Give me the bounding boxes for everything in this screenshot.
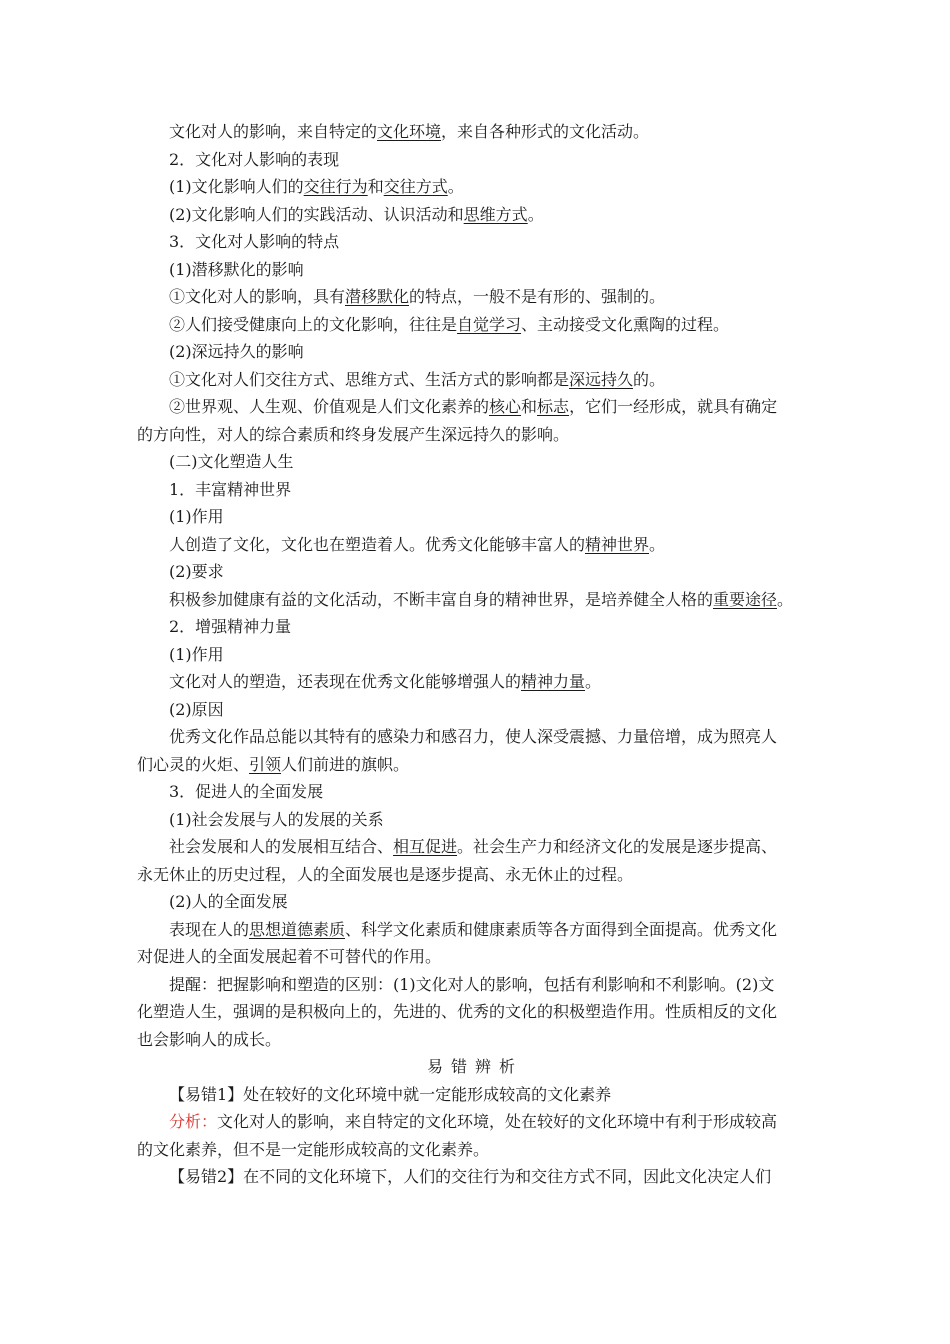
mistake-2-statement: 【易错2】在不同的文化环境下，人们的交往行为和交往方式不同，因此文化决定人们 [169,1167,772,1186]
document-body [137,118,813,1191]
key-term-underlined: 深远持久 [569,369,634,389]
key-term-underlined: 自觉学习 [457,314,522,334]
paragraph-personal-development-continued: 对促进人的全面发展起着不可替代的作用。 [137,947,442,966]
key-term-underlined: 思想道德素质 [249,919,346,939]
subheading-social-personal-relation: (1)社会发展与人的发展的关系 [169,809,384,829]
heading-influence-manifestation: 2．文化对人影响的表现 [169,149,340,169]
key-term-underlined: 引领 [249,754,282,774]
subheading-role-2: (1)作用 [169,644,224,664]
key-term-underlined: 标志 [537,397,570,416]
key-term-underlined: 潜移默化 [345,287,410,306]
subheading-personal-development: (2)人的全面发展 [169,892,288,911]
section-heading-culture-shapes-life: (二)文化塑造人生 [169,452,294,471]
heading-all-round-development: 3．促进人的全面发展 [169,782,324,801]
key-term-underlined: 交往方式 [383,177,448,196]
mistake-1-statement: 【易错1】处在较好的文化环境中就一定能形成较高的文化素养 [169,1084,612,1104]
paragraph-enrich-requirement: 积极参加健康有益的文化活动，不断丰富自身的精神世界，是培养健全人格的重要途径。 [169,589,794,609]
paragraph-manifestation-1: (1)文化影响人们的交往行为和交往方式。 [169,177,464,196]
key-term-underlined: 精神力量 [521,672,586,691]
section-heading-common-mistakes: 易错辨析 [426,1057,523,1076]
paragraph-subtle-2: ②人们接受健康向上的文化影响，往往是自觉学习、主动接受文化熏陶的过程。 [169,314,730,334]
subheading-reason: (2)原因 [169,699,224,719]
subheading-subtle-influence: (1)潜移默化的影响 [169,259,304,279]
paragraph-strengthen-reason: 优秀文化作品总能以其特有的感染力和感召力，使人深受震撼、力量倍增，成为照亮人 [169,727,778,746]
paragraph-culture-influence-source: 文化对人的影响，来自特定的文化环境，来自各种形式的文化活动。 [169,122,650,141]
paragraph-lasting-2-continued: 的方向性，对人的综合素质和终身发展产生深远持久的影响。 [137,424,570,444]
mistake-1-analysis-continued: 的文化素养，但不是一定能形成较高的文化素养。 [137,1139,490,1159]
heading-influence-features: 3．文化对人影响的特点 [169,232,340,251]
paragraph-lasting-2: ②世界观、人生观、价值观是人们文化素养的核心和标志，它们一经形成，就具有确定 [169,397,778,416]
key-term-underlined: 核心 [489,397,522,416]
paragraph-enrich-role: 人创造了文化，文化也在塑造着人。优秀文化能够丰富人的精神世界。 [169,534,666,554]
key-term-underlined: 文化环境 [377,122,442,141]
key-term-underlined: 精神世界 [585,534,650,554]
key-term-underlined: 交往行为 [303,177,368,196]
paragraph-manifestation-2: (2)文化影响人们的实践活动、认识活动和思维方式。 [169,204,544,224]
key-term-underlined: 重要途径 [713,589,778,609]
heading-enrich-spiritual-world: 1．丰富精神世界 [169,479,292,499]
key-term-underlined: 相互促进 [393,837,458,856]
subheading-role-1: (1)作用 [169,507,224,526]
paragraph-personal-development: 表现在人的思想道德素质、科学文化素质和健康素质等各方面得到全面提高。优秀文化 [169,919,778,939]
paragraph-reminder: 提醒：把握影响和塑造的区别：(1)文化对人的影响，包括有利影响和不利影响。(2)文 [169,974,775,994]
paragraph-reminder-continued-2: 也会影响人的成长。 [137,1029,282,1049]
paragraph-subtle-1: ①文化对人的影响，具有潜移默化的特点，一般不是有形的、强制的。 [169,287,666,306]
subheading-lasting-influence: (2)深远持久的影响 [169,342,304,361]
paragraph-relation-continued: 永无休止的历史过程，人的全面发展也是逐步提高、永无休止的过程。 [137,864,634,884]
analysis-label: 分析： [169,1112,218,1131]
subheading-requirement: (2)要求 [169,562,224,581]
heading-strengthen-spiritual-power: 2．增强精神力量 [169,617,292,636]
paragraph-lasting-1: ①文化对人们交往方式、思维方式、生活方式的影响都是深远持久的。 [169,369,666,389]
paragraph-strengthen-role: 文化对人的塑造，还表现在优秀文化能够增强人的精神力量。 [169,672,602,691]
key-term-underlined: 思维方式 [463,204,528,224]
paragraph-reminder-continued-1: 化塑造人生，强调的是积极向上的，先进的、优秀的文化的积极塑造作用。性质相反的文化 [137,1002,778,1021]
mistake-1-analysis: 分析：文化对人的影响，来自特定的文化环境，处在较好的文化环境中有利于形成较高 [169,1112,778,1131]
paragraph-relation: 社会发展和人的发展相互结合、相互促进。社会生产力和经济文化的发展是逐步提高、 [169,837,778,856]
paragraph-strengthen-reason-continued: 们心灵的火炬、引领人们前进的旗帜。 [137,754,410,774]
